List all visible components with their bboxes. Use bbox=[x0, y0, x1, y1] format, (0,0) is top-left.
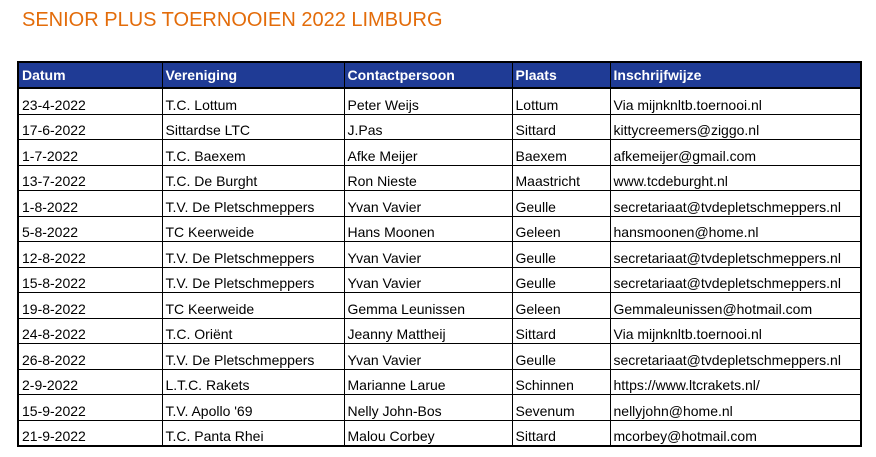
table-row bbox=[18, 242, 861, 268]
cell-vereniging: TC Keerweide bbox=[162, 216, 344, 242]
cell-inschrijfwijze: secretariaat@tvdepletschmeppers.nl bbox=[610, 242, 861, 268]
tournament-table bbox=[17, 61, 862, 447]
cell-inschrijfwijze: https://www.ltcrakets.nl/ bbox=[610, 369, 861, 395]
cell-plaats: Sittard bbox=[512, 114, 610, 140]
table-row bbox=[18, 344, 861, 370]
cell-contactpersoon: Ron Nieste bbox=[344, 165, 512, 191]
header-inschrijfwijze: Inschrijfwijze bbox=[610, 62, 861, 88]
cell-inschrijfwijze: hansmoonen@home.nl bbox=[610, 216, 861, 242]
cell-datum: 2-9-2022 bbox=[18, 369, 162, 395]
cell-datum: 13-7-2022 bbox=[18, 165, 162, 191]
table-row bbox=[18, 165, 861, 191]
table-row bbox=[18, 293, 861, 319]
cell-contactpersoon: Yvan Vavier bbox=[344, 344, 512, 370]
cell-vereniging: T.C. Baexem bbox=[162, 140, 344, 166]
cell-plaats: Geleen bbox=[512, 216, 610, 242]
page-title: SENIOR PLUS TOERNOOIEN 2022 LIMBURG bbox=[22, 9, 443, 31]
cell-datum: 23-4-2022 bbox=[18, 88, 162, 114]
cell-vereniging: T.C. De Burght bbox=[162, 165, 344, 191]
cell-datum: 21-9-2022 bbox=[18, 420, 162, 446]
cell-vereniging: T.C. Oriënt bbox=[162, 318, 344, 344]
cell-plaats: Geulle bbox=[512, 267, 610, 293]
cell-inschrijfwijze: secretariaat@tvdepletschmeppers.nl bbox=[610, 267, 861, 293]
header-contactpersoon: Contactpersoon bbox=[344, 62, 512, 88]
cell-contactpersoon: Nelly John-Bos bbox=[344, 395, 512, 421]
cell-vereniging: T.V. De Pletschmeppers bbox=[162, 191, 344, 217]
cell-inschrijfwijze: Gemmaleunissen@hotmail.com bbox=[610, 293, 861, 319]
cell-plaats: Sittard bbox=[512, 420, 610, 446]
cell-contactpersoon: Marianne Larue bbox=[344, 369, 512, 395]
cell-contactpersoon: Yvan Vavier bbox=[344, 242, 512, 268]
cell-contactpersoon: Hans Moonen bbox=[344, 216, 512, 242]
cell-vereniging: T.V. De Pletschmeppers bbox=[162, 267, 344, 293]
cell-plaats: Baexem bbox=[512, 140, 610, 166]
cell-vereniging: Sittardse LTC bbox=[162, 114, 344, 140]
cell-plaats: Schinnen bbox=[512, 369, 610, 395]
header-datum: Datum bbox=[18, 62, 162, 88]
cell-datum: 5-8-2022 bbox=[18, 216, 162, 242]
table-row bbox=[18, 88, 861, 114]
cell-plaats: Lottum bbox=[512, 88, 610, 114]
cell-contactpersoon: Peter Weijs bbox=[344, 88, 512, 114]
cell-inschrijfwijze: Via mijnknltb.toernooi.nl bbox=[610, 88, 861, 114]
cell-plaats: Maastricht bbox=[512, 165, 610, 191]
cell-inschrijfwijze: mcorbey@hotmail.com bbox=[610, 420, 861, 446]
cell-inschrijfwijze: afkemeijer@gmail.com bbox=[610, 140, 861, 166]
cell-plaats: Geleen bbox=[512, 293, 610, 319]
cell-plaats: Sittard bbox=[512, 318, 610, 344]
table-row bbox=[18, 369, 861, 395]
cell-plaats: Geulle bbox=[512, 191, 610, 217]
cell-contactpersoon: Yvan Vavier bbox=[344, 191, 512, 217]
cell-vereniging: T.C. Panta Rhei bbox=[162, 420, 344, 446]
table-row bbox=[18, 140, 861, 166]
cell-vereniging: T.C. Lottum bbox=[162, 88, 344, 114]
cell-vereniging: T.V. De Pletschmeppers bbox=[162, 242, 344, 268]
cell-plaats: Geulle bbox=[512, 344, 610, 370]
cell-contactpersoon: Jeanny Mattheij bbox=[344, 318, 512, 344]
cell-datum: 19-8-2022 bbox=[18, 293, 162, 319]
cell-vereniging: T.V. De Pletschmeppers bbox=[162, 344, 344, 370]
table-body bbox=[18, 88, 861, 446]
cell-vereniging: L.T.C. Rakets bbox=[162, 369, 344, 395]
cell-inschrijfwijze: kittycreemers@ziggo.nl bbox=[610, 114, 861, 140]
cell-datum: 1-7-2022 bbox=[18, 140, 162, 166]
header-vereniging: Vereniging bbox=[162, 62, 344, 88]
cell-contactpersoon: Malou Corbey bbox=[344, 420, 512, 446]
cell-datum: 12-8-2022 bbox=[18, 242, 162, 268]
table-row bbox=[18, 191, 861, 217]
cell-plaats: Geulle bbox=[512, 242, 610, 268]
cell-datum: 1-8-2022 bbox=[18, 191, 162, 217]
cell-inschrijfwijze: Via mijnknltb.toernooi.nl bbox=[610, 318, 861, 344]
cell-datum: 15-8-2022 bbox=[18, 267, 162, 293]
cell-datum: 24-8-2022 bbox=[18, 318, 162, 344]
cell-datum: 15-9-2022 bbox=[18, 395, 162, 421]
header-plaats: Plaats bbox=[512, 62, 610, 88]
cell-inschrijfwijze: www.tcdeburght.nl bbox=[610, 165, 861, 191]
table-row bbox=[18, 395, 861, 421]
cell-vereniging: TC Keerweide bbox=[162, 293, 344, 319]
cell-vereniging: T.V. Apollo '69 bbox=[162, 395, 344, 421]
cell-inschrijfwijze: nellyjohn@home.nl bbox=[610, 395, 861, 421]
cell-contactpersoon: Afke Meijer bbox=[344, 140, 512, 166]
cell-datum: 17-6-2022 bbox=[18, 114, 162, 140]
table-row bbox=[18, 318, 861, 344]
table-row bbox=[18, 267, 861, 293]
cell-contactpersoon: Gemma Leunissen bbox=[344, 293, 512, 319]
cell-plaats: Sevenum bbox=[512, 395, 610, 421]
cell-contactpersoon: J.Pas bbox=[344, 114, 512, 140]
table-row bbox=[18, 114, 861, 140]
table-header-row bbox=[18, 62, 861, 88]
cell-inschrijfwijze: secretariaat@tvdepletschmeppers.nl bbox=[610, 191, 861, 217]
table-row bbox=[18, 420, 861, 446]
cell-inschrijfwijze: secretariaat@tvdepletschmeppers.nl bbox=[610, 344, 861, 370]
cell-contactpersoon: Yvan Vavier bbox=[344, 267, 512, 293]
cell-datum: 26-8-2022 bbox=[18, 344, 162, 370]
table-row bbox=[18, 216, 861, 242]
